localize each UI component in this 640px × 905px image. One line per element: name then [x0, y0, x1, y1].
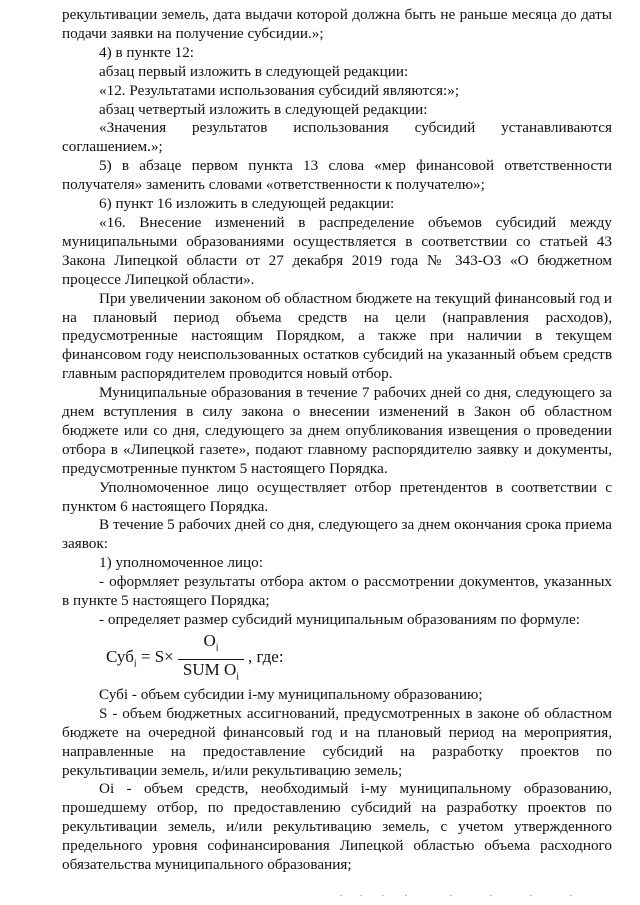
paragraph: 5) в абзаце первом пункта 13 слова «мер финансовой ответственности получателя» заменить словами «ответственности к получателю»; — [62, 157, 612, 194]
paragraph: - определяет размер субсидий муниципальным образованиям по формуле: — [99, 611, 580, 628]
formula-lhs — [106, 648, 174, 674]
paragraph: «16. Внесение изменений в распределение объемов субсидий между муниципальными образованиями осуществляется в соответствии со статьей 43 Закона Липецкой области от 27 декабря 2019 года № 343-ОЗ «О бюджетном процессе Липецкой области». — [62, 213, 612, 288]
paragraph: Муниципальные образования в течение 7 рабочих дней со дня, следующего за днем вступления в силу закона о внесении изменений в Закон об областном бюджете или со дня, следующего за днем опубликования извещения о проведении отбора в «Липецкой газете», подают главному распорядителю заявку и документы, предусмотренные пунктом 5 настоящего Порядка. — [62, 384, 612, 477]
formula-fraction — [178, 632, 244, 688]
formula-denominator-text: SUM O — [182, 660, 237, 680]
formula-eq: = S× — [136, 646, 174, 666]
formula-denominator — [178, 660, 244, 687]
paragraph: абзац первый изложить в следующей редакции: — [99, 62, 409, 80]
formula-subscript: i — [215, 642, 219, 654]
paragraph: S - объем бюджетных ассигнований, предусмотренных в законе об областном бюджете на очередной финансовый год и на плановый период на мероприятия, направленные на предоставление субсидий на разработку проектов по рекультивации земель, и/или рекультивацию земель; — [62, 704, 612, 779]
scan-artifacts — [330, 895, 590, 899]
paragraph: 1) уполномоченное лицо: — [99, 554, 263, 572]
paragraph: «Значения результатов использования субсидий устанавливаются соглашением.»; — [62, 119, 612, 156]
paragraph: «12. Результатами использования субсидий являются:»; — [99, 81, 460, 99]
paragraph: абзац четвертый изложить в следующей редакции: — [99, 100, 428, 118]
paragraph: Уполномоченное лицо осуществляет отбор претендентов в соответствии с пунктом 6 настоящего Порядка. — [62, 478, 612, 515]
paragraph: - оформляет результаты отбора актом о рассмотрении документов, указанных в пункте 5 настоящего Порядка; — [62, 573, 612, 610]
formula-lhs-text: Суб — [106, 646, 134, 666]
paragraph: При увеличении законом об областном бюджете на текущий финансовый год и на плановый период объема средств на цели (направления расходов), предусмотренные настоящим Порядком, а также при наличии в текущем финансовом году неиспользованных остатков субсидий на указанный объем средств главным распорядителем проводится новый отбор. — [62, 289, 612, 383]
formula-tail: , где: — [248, 646, 284, 666]
paragraph: В течение 5 рабочих дней со дня, следующего за днем окончания срока приема заявок: — [62, 516, 612, 553]
paragraph: 6) пункт 16 изложить в следующей редакции: — [99, 195, 395, 213]
paragraph: Субi - объем субсидии i-му муниципальному образованию; — [99, 685, 483, 703]
formula-subscript: i — [236, 671, 240, 683]
formula-numerator-text: O — [203, 630, 216, 650]
document-page — [62, 6, 612, 875]
formula-subscript: i — [133, 658, 137, 670]
subsidy-formula — [62, 632, 612, 682]
paragraph: рекультивации земель, дата выдачи которой должна быть не раньше месяца до даты подачи заявки на получение субсидии.»; — [62, 6, 612, 42]
formula-numerator — [178, 632, 244, 660]
paragraph: 4) в пункте 12: — [99, 43, 195, 61]
paragraph: Oi - объем средств, необходимый i-му муниципальному образованию, прошедшему отбор, по предоставлению субсидий на разработку проектов по рекультивации земель, и/или рекультивацию земель, с учетом утвержденного предельного уровня софинансирования Липецкой областью объема расходного обязательства муниципального образования; — [62, 780, 612, 874]
